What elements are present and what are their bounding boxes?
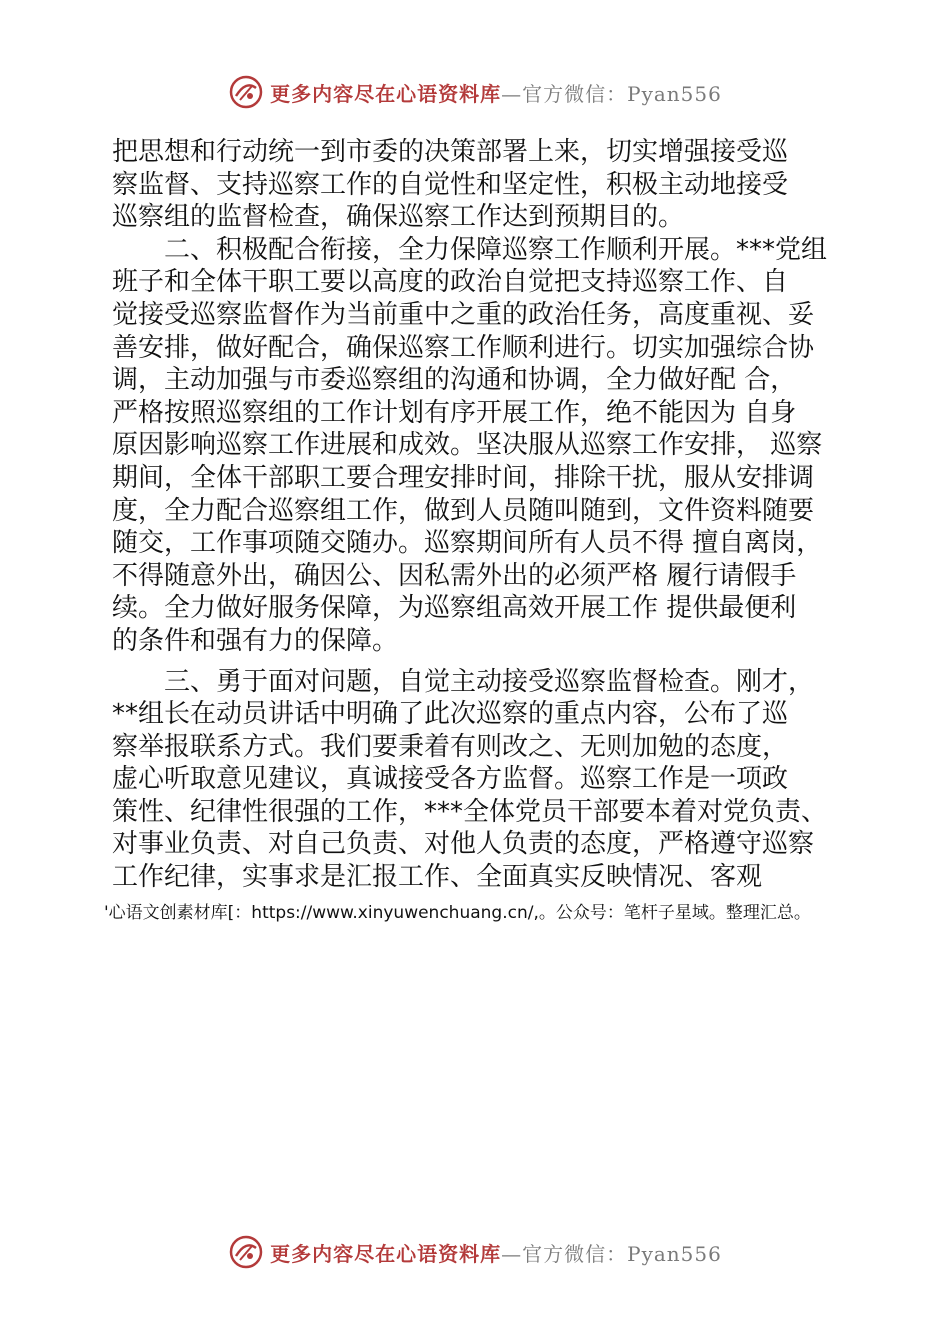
text-line: 不得随意外出，确因公、因私需外出的必须严格 履行请假手 [112, 560, 797, 591]
text-line: 策性、纪律性很强的工作，***全体党员干部要本着对党负责、 [112, 796, 828, 827]
banner-main: 更多内容尽在心语资料库 [270, 1241, 502, 1266]
text-line: 虚心听取意见建议，真诚接受各方监督。巡察工作是一项政 [112, 764, 789, 795]
text-line: 把思想和行动统一到市委的决策部署上来，切实增强接受巡 [112, 137, 789, 167]
banner-wechat-label: 官方微信： [522, 81, 628, 106]
text-line: **组长在动员讲话中明确了此次巡察的重点内容，公布了巡 [112, 699, 789, 730]
paragraph-heading-line [112, 234, 842, 267]
banner-wechat-label: 官方微信： [522, 1241, 628, 1266]
logo-icon [228, 1234, 264, 1270]
text-line: 原因影响巡察工作进展和成效。坚决服从巡察工作安排， 巡察 [112, 430, 823, 461]
text-line: 察监督、支持巡察工作的自觉性和坚定性，积极主动地接受 [112, 169, 789, 200]
text-line: 觉接受巡察监督作为当前重中之重的政治任务，高度重视、妥 [112, 299, 815, 330]
banner-wechat-id: Pyan556 [627, 81, 722, 106]
text-line: 巡察组的监督检查，确保巡察工作达到预期目的。 [112, 202, 685, 233]
text-line: 察举报联系方式。我们要秉着有则改之、无则加勉的态度， [112, 731, 789, 762]
text-line: 对事业负责、对自己负责、对他人负责的态度，严格遵守巡察 [112, 829, 815, 860]
logo-icon [228, 74, 264, 110]
section-heading-2: 二、积极配合衔接，全力保障巡察工作顺利开展。 [164, 234, 737, 265]
banner-main: 更多内容尽在心语资料库 [270, 81, 502, 106]
text-line: 随交，工作事项随交随办。巡察期间所有人员不得 擅自离岗， [112, 528, 823, 559]
section-heading-3: 三、勇于面对问题，自觉主动接受巡察监督检查。 [164, 666, 737, 697]
text-line: 调，主动加强与市委巡察组的沟通和协调，全力做好配 合， [112, 365, 797, 396]
document-body [112, 136, 842, 894]
text-fragment: 刚才， [736, 666, 815, 697]
text-line: 工作纪律，实事求是汇报工作、全面真实反映情况、客观 [112, 862, 763, 893]
paragraph-heading-line [112, 666, 842, 699]
banner-separator: — [501, 81, 523, 106]
paragraph-gap [112, 658, 842, 666]
header-banner [0, 72, 950, 112]
text-line: 度，全力配合巡察组工作，做到人员随叫随到，文件资料随要 [112, 495, 815, 526]
footer-banner [0, 1232, 950, 1272]
text-line: 期间，全体干部职工要合理安排时间，排除干扰，服从安排调 [112, 462, 815, 493]
banner-wechat-id: Pyan556 [627, 1241, 722, 1266]
banner-text [270, 1238, 722, 1267]
text-fragment: ***党组 [736, 234, 828, 265]
source-note: '心语文创素材库[：https://www.xinyuwenchuang.cn/,。公众号：笔杆子星域。整理汇总。 [104, 903, 811, 923]
text-line: 善安排，做好配合，确保巡察工作顺利进行。切实加强综合协 [112, 332, 815, 363]
banner-text [270, 78, 722, 107]
text-line: 续。全力做好服务保障，为巡察组高效开展工作 提供最便利 [112, 593, 797, 624]
banner-separator: — [501, 1241, 523, 1266]
text-line: 严格按照巡察组的工作计划有序开展工作，绝不能因为 自身 [112, 397, 797, 428]
text-line: 的条件和强有力的保障。 [112, 625, 399, 656]
text-line: 班子和全体干职工要以高度的政治自觉把支持巡察工作、自 [112, 267, 789, 298]
